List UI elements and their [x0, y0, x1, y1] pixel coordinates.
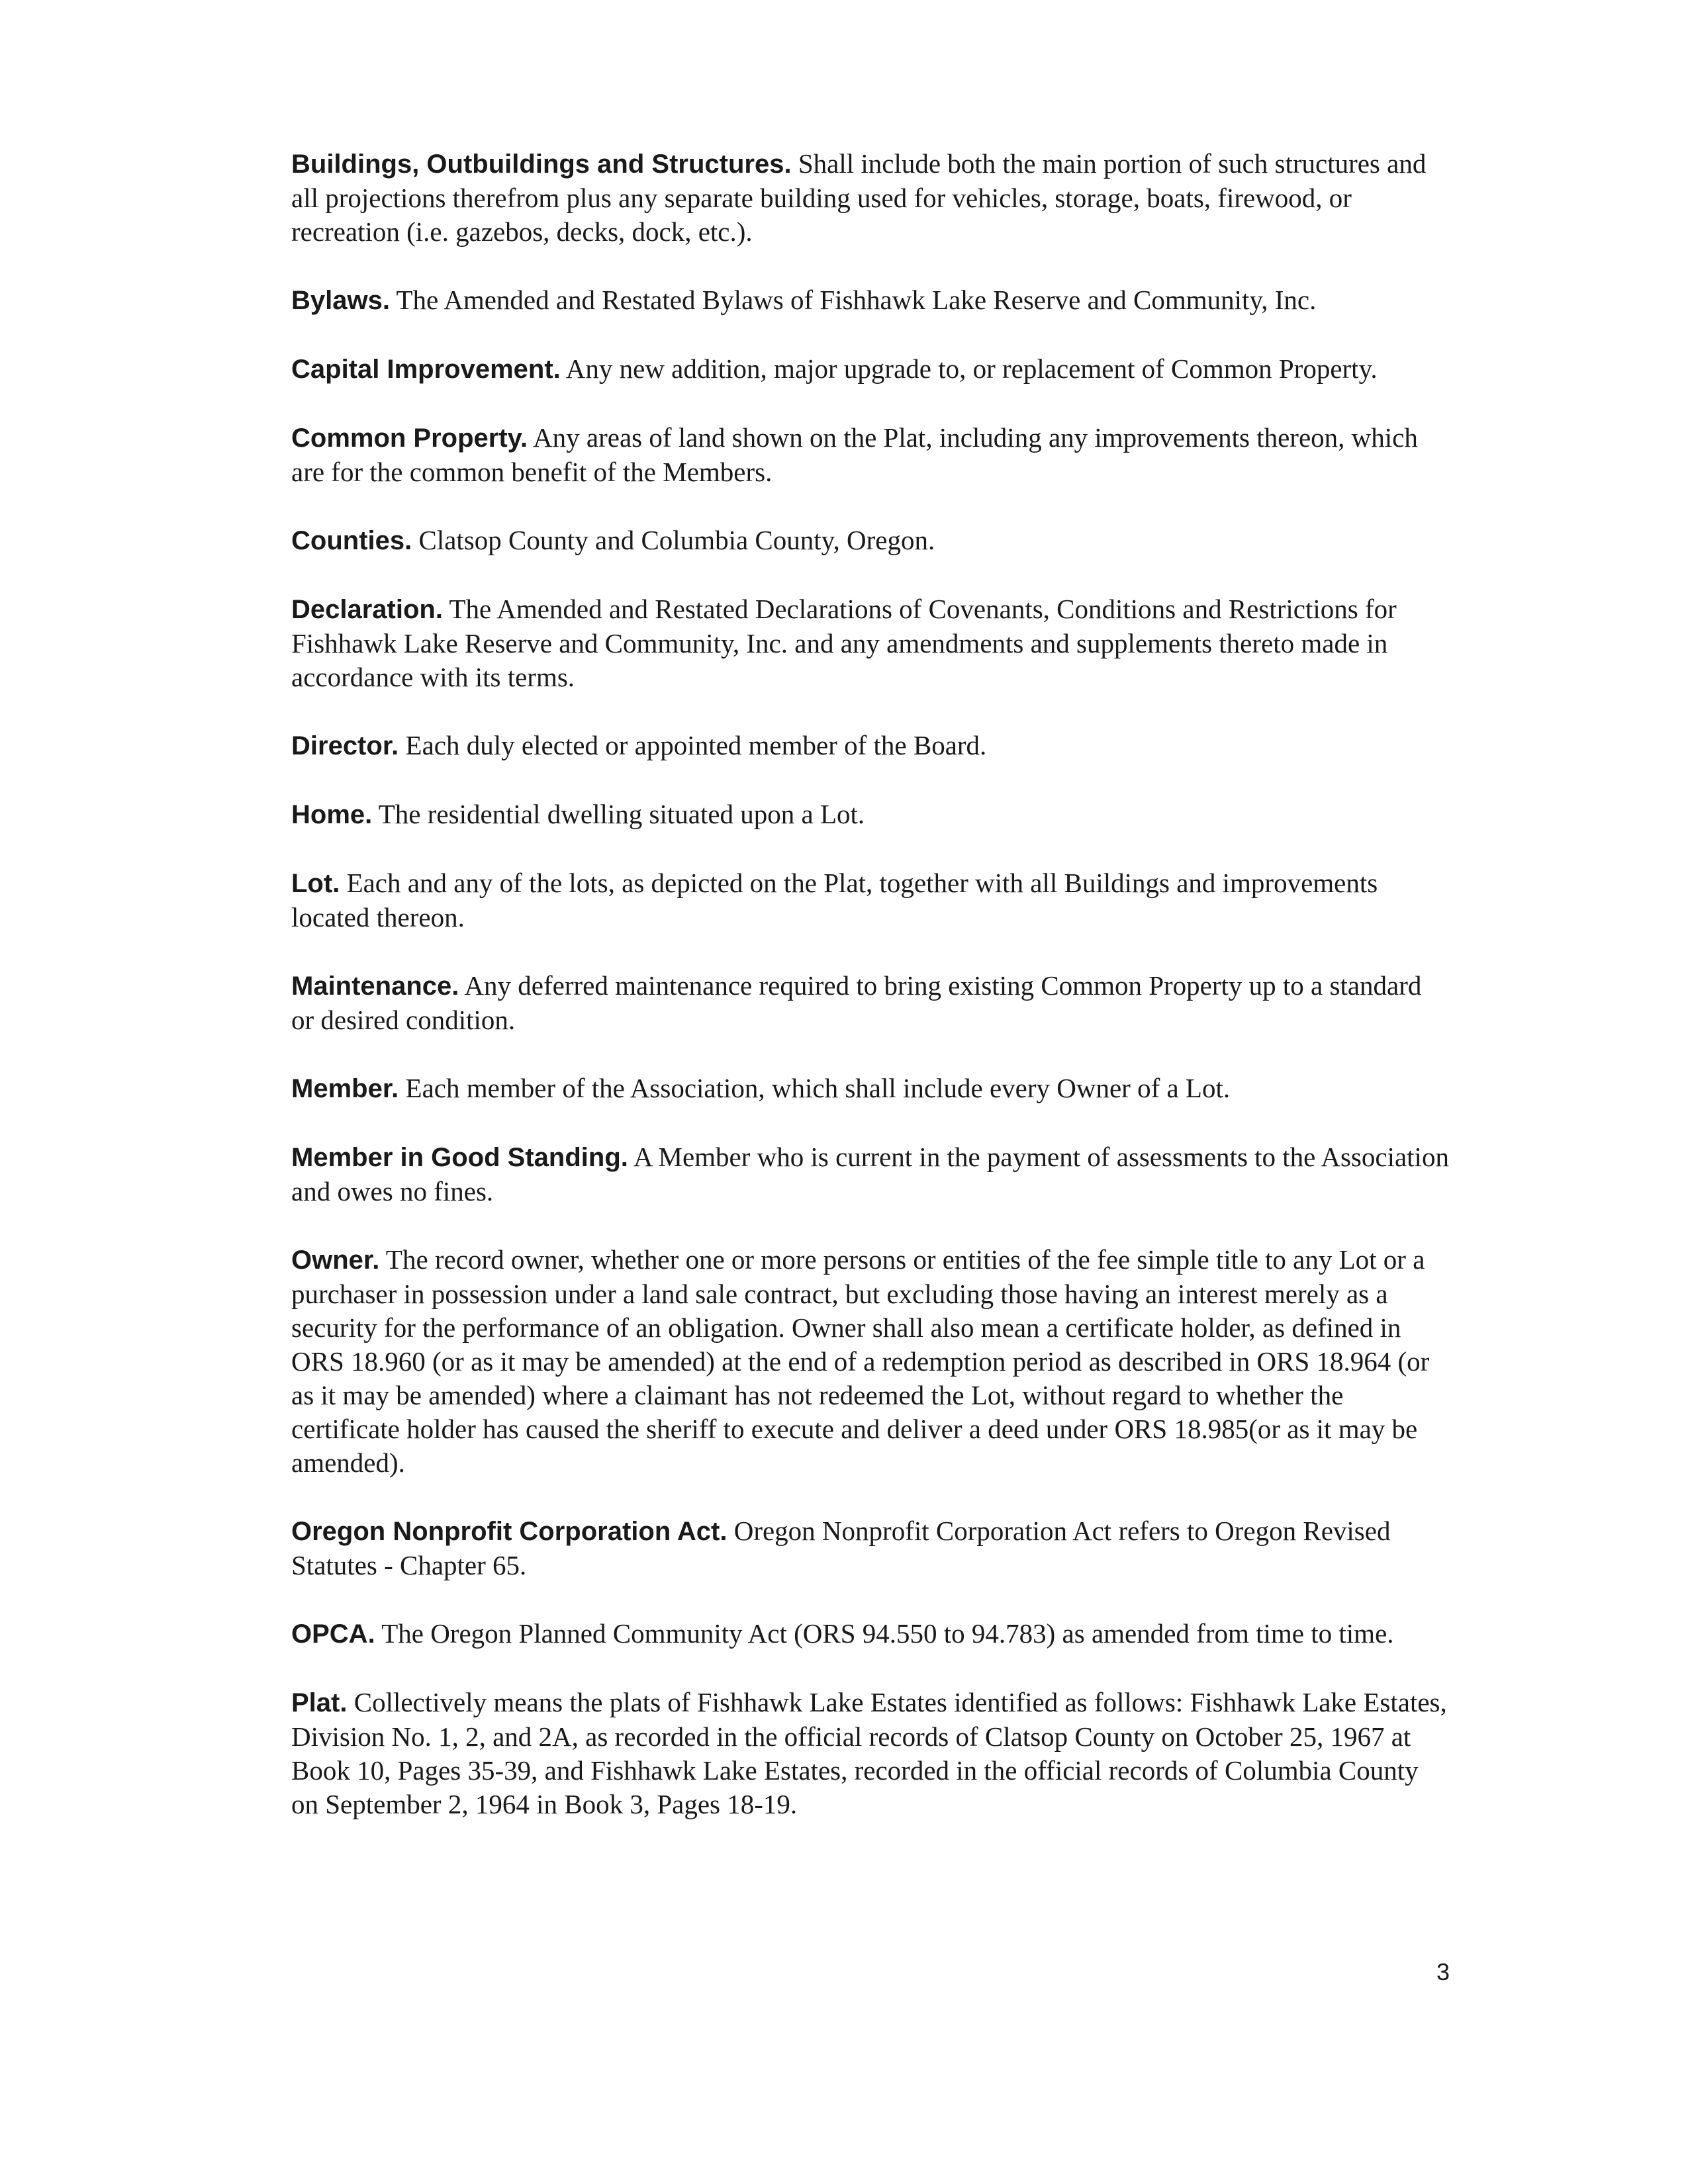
definition-text: Shall include both the main portion of such structures and all projections therefrom plus any separate building used for vehicles, storage, boats, firewood, or recreation (i.e. gazebos, decks, dock, etc.).: [291, 148, 1427, 247]
definition-text: The Amended and Restated Bylaws of Fishhawk Lake Reserve and Community, Inc.: [396, 285, 1317, 315]
definition-text: Each duly elected or appointed member of the Board.: [405, 730, 987, 760]
definition-oregon-nonprofit-corporation-act: [291, 1514, 1450, 1582]
definition-text: Each and any of the lots, as depicted on the Plat, together with all Buildings and improvements located thereon.: [291, 868, 1378, 933]
definition-text: Any deferred maintenance required to bring existing Common Property up to a standard or desired condition.: [291, 970, 1422, 1035]
definition-term: Common Property.: [291, 424, 528, 453]
definition-term: Counties.: [291, 526, 412, 555]
definition-term: Bylaws.: [291, 286, 390, 315]
definition-text: Any areas of land shown on the Plat, including any improvements thereon, which are for the common benefit of the Members.: [291, 422, 1418, 487]
definition-term: Declaration.: [291, 595, 443, 624]
definition-term: OPCA.: [291, 1619, 375, 1649]
definition-text: A Member who is current in the payment of assessments to the Association and owes no fines.: [291, 1142, 1449, 1206]
definition-text: Clatsop County and Columbia County, Oregon.: [418, 525, 935, 555]
definition-text: The residential dwelling situated upon a Lot.: [378, 799, 865, 829]
definition-buildings: [291, 147, 1450, 249]
definition-term: Plat.: [291, 1688, 348, 1717]
definition-counties: [291, 523, 1450, 558]
definition-term: Capital Improvement.: [291, 355, 561, 384]
definition-term: Oregon Nonprofit Corporation Act.: [291, 1517, 727, 1546]
definition-maintenance: [291, 969, 1450, 1037]
definitions-list: [291, 147, 1450, 1856]
definition-term: Home.: [291, 800, 373, 829]
definition-member-in-good-standing: [291, 1140, 1450, 1208]
definition-term: Maintenance.: [291, 972, 459, 1001]
definition-owner: [291, 1243, 1450, 1480]
page-number: 3: [1436, 1958, 1450, 1985]
definition-term: Buildings, Outbuildings and Structures.: [291, 150, 792, 179]
definition-text: The Amended and Restated Declarations of Covenants, Conditions and Restrictions for Fishhawk Lake Reserve and Community, Inc. and any amendments and supplements thereto made in accordance with its terms.: [291, 594, 1397, 692]
definition-term: Owner.: [291, 1246, 380, 1275]
definition-bylaws: [291, 283, 1450, 318]
definition-home: [291, 797, 1450, 832]
definition-declaration: [291, 592, 1450, 694]
definition-opca: [291, 1617, 1450, 1651]
definition-text: Any new addition, major upgrade to, or replacement of Common Property.: [565, 353, 1378, 384]
definition-text: The record owner, whether one or more persons or entities of the fee simple title to any Lot or a purchaser in possession under a land sale contract, but excluding those having an interest merely as a security for the performance of an obligation. Owner shall also mean a certificate holder, as defined in ORS 18.960 (or as it may be amended) at the end of a redemption period as described in ORS 18.964 (or as it may be amended) where a claimant has not redeemed the Lot, without regard to whether the certificate holder has caused the sheriff to execute and deliver a deed under ORS 18.985(or as it may be amended).: [291, 1244, 1430, 1478]
definition-term: Director.: [291, 731, 399, 760]
definition-text: Oregon Nonprofit Corporation Act refers to Oregon Revised Statutes - Chapter 65.: [291, 1516, 1391, 1580]
definition-term: Lot.: [291, 869, 340, 898]
definition-plat: [291, 1686, 1450, 1821]
definition-term: Member.: [291, 1074, 399, 1103]
definition-text: Each member of the Association, which shall include every Owner of a Lot.: [405, 1073, 1231, 1103]
definition-member: [291, 1071, 1450, 1106]
definition-lot: [291, 866, 1450, 934]
definition-text: Collectively means the plats of Fishhawk Lake Estates identified as follows: Fishhawk Lake Estates, Division No. 1, 2, and 2A, as recorded in the official records of Clatsop County on October 25, 1967 at Book 10, Pages 35-39, and Fishhawk Lake Estates, recorded in the official records of Columbia County on September 2, 1964 in Book 3, Pages 18-19.: [291, 1687, 1447, 1819]
definition-text: The Oregon Planned Community Act (ORS 94.550 to 94.783) as amended from time to time.: [381, 1618, 1394, 1649]
definition-capital-improvement: [291, 352, 1450, 387]
definition-term: Member in Good Standing.: [291, 1143, 628, 1172]
definition-director: [291, 729, 1450, 763]
definition-common-property: [291, 421, 1450, 489]
